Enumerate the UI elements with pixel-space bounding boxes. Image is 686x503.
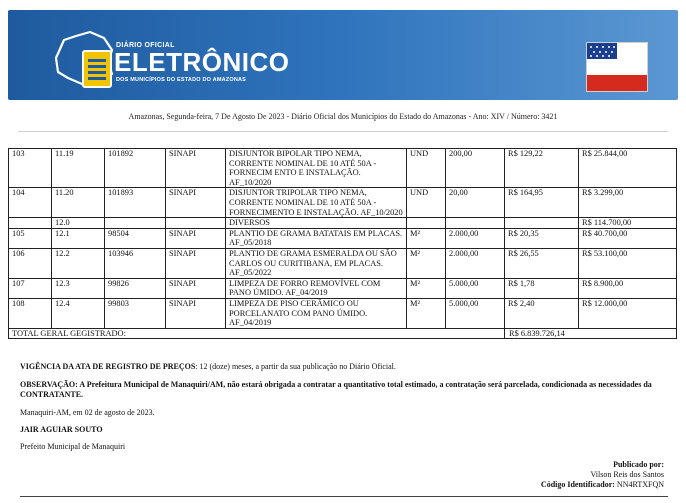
price-source: SINAPI [166, 278, 226, 298]
unit: UND [407, 188, 446, 218]
price-source: SINAPI [166, 188, 226, 218]
row-number: 108 [9, 298, 52, 328]
brand-top-text: DIÁRIO OFICIAL [116, 42, 175, 49]
item-description: DISJUNTOR TRIPOLAR TIPO NEMA, CORRENTE NOMINAL DE 10 ATÉ 50A - FORNECIMENTO E INSTALAÇÃO. AF_10/2020 [226, 188, 407, 218]
published-by-label: Publicado por: [613, 460, 664, 469]
item-number: 12.3 [52, 278, 105, 298]
item-description: DISJUNTOR BIPOLAR TIPO NEMA, CORRENTE NOMINAL DE 10 ATÉ 50A - FORNECIM ENTO E INSTALAÇÃO. AF_10/2020 [226, 149, 407, 188]
publisher-name: Vilson Reis dos Santos [590, 470, 664, 479]
price-source [166, 218, 226, 229]
unit: M² [407, 298, 446, 328]
price-source: SINAPI [166, 248, 226, 278]
line-total: R$ 8.900,00 [579, 278, 677, 298]
unit: M² [407, 228, 446, 248]
amazonas-flag-icon [586, 42, 648, 92]
price-source: SINAPI [166, 149, 226, 188]
item-number: 12.2 [52, 248, 105, 278]
item-code: 99803 [105, 298, 166, 328]
unit-price: R$ 164,95 [505, 188, 579, 218]
row-number: 107 [9, 278, 52, 298]
quantity: 200,00 [446, 149, 505, 188]
item-description: LIMPEZA DE FORRO REMOVÍVEL COM PANO ÚMIDO. AF_04/2019 [226, 278, 407, 298]
row-number: 104 [9, 188, 52, 218]
item-number: 11.19 [52, 149, 105, 188]
item-code: 98504 [105, 228, 166, 248]
unit-price: R$ 20,35 [505, 228, 579, 248]
unit-price: R$ 26,55 [505, 248, 579, 278]
brand-subtitle: DOS MUNICÍPIOS DO ESTADO DO AMAZONAS [116, 77, 247, 83]
line-total: R$ 114.700,00 [579, 218, 677, 229]
header-banner [8, 10, 678, 100]
total-row [9, 328, 677, 339]
table-row [9, 248, 677, 278]
item-number: 12.4 [52, 298, 105, 328]
unit-price: R$ 129,22 [505, 149, 579, 188]
section-row [9, 218, 677, 229]
line-total: R$ 40.700,00 [579, 228, 677, 248]
item-description: DIVERSOS [226, 218, 407, 229]
item-description: LIMPEZA DE PISO CERÂMICO OU PORCELANATO COM PANO ÚMIDO. AF_04/2019 [226, 298, 407, 328]
edition-headline: Amazonas, Segunda-feira, 7 De Agosto De 2023 - Diário Oficial dos Municípios do Estado do Amazonas - Ano: XIV / Número: 3421 [128, 112, 558, 121]
observacao-paragraph: OBSERVAÇÃO: A Prefeitura Municipal de Manaquiri/AM, não estará obrigada a contratar a quantitativo total estimado, a contratação será parcelada, condicionada as necessidades da CONTRATANTE. [20, 380, 652, 399]
item-number: 12.1 [52, 228, 105, 248]
quantity: 20,00 [446, 188, 505, 218]
row-number: 105 [9, 228, 52, 248]
table-row [9, 278, 677, 298]
price-source: SINAPI [166, 298, 226, 328]
line-total: R$ 12.000,00 [579, 298, 677, 328]
quantity: 5.000,00 [446, 298, 505, 328]
unit-price [505, 218, 579, 229]
header-divider [18, 131, 668, 132]
quantity: 2.000,00 [446, 228, 505, 248]
unit: M² [407, 248, 446, 278]
place-date: Manaquiri-AM, em 02 de agosto de 2023. [20, 408, 155, 417]
item-code: 101892 [105, 149, 166, 188]
price-source: SINAPI [166, 228, 226, 248]
total-label: TOTAL GERAL GEGISTRADO: [9, 328, 505, 339]
item-code: 99826 [105, 278, 166, 298]
brand-title: ELETRÔNICO [114, 47, 290, 77]
signer-name: JAIR AGUIAR SOUTO [20, 425, 103, 434]
unit: M² [407, 278, 446, 298]
footer-divider [20, 496, 668, 497]
identifier-code: NN4RTXFQN [616, 480, 664, 489]
item-number: 12.0 [52, 218, 105, 229]
unit-price: R$ 1,78 [505, 278, 579, 298]
vigencia-text: : 12 (doze) meses, a partir da sua publicação no Diário Oficial. [195, 362, 396, 371]
total-value: R$ 6.839.726,14 [505, 328, 677, 339]
item-code [105, 218, 166, 229]
row-number [9, 218, 52, 229]
table-row [9, 228, 677, 248]
table-row [9, 188, 677, 218]
table-row [9, 298, 677, 328]
line-total: R$ 25.844,00 [579, 149, 677, 188]
line-total: R$ 53.100,00 [579, 248, 677, 278]
item-code: 103946 [105, 248, 166, 278]
table-row [9, 149, 677, 188]
identifier-line [541, 480, 664, 490]
vigencia-label: VIGÊNCIA DA ATA DE REGISTRO DE PREÇOS [20, 362, 196, 371]
item-description: PLANTIO DE GRAMA BATATAIS EM PLACAS. AF_05/2018 [226, 228, 407, 248]
item-description: PLANTIO DE GRAMA ESMERALDA OU SÃO CARLOS OU CURITIBANA, EM PLACAS. AF_05/2022 [226, 248, 407, 278]
row-number: 103 [9, 149, 52, 188]
signer-role: Prefeito Municipal de Manaquiri [20, 442, 126, 451]
item-number: 11.20 [52, 188, 105, 218]
document-icon [82, 50, 112, 88]
unit [407, 218, 446, 229]
quantity: 2.000,00 [446, 248, 505, 278]
identifier-label: Código Identificador: [540, 480, 615, 489]
line-total: R$ 3.299,00 [579, 188, 677, 218]
unit: UND [407, 149, 446, 188]
items-table [8, 148, 677, 339]
row-number: 106 [9, 248, 52, 278]
quantity [446, 218, 505, 229]
unit-price: R$ 2,40 [505, 298, 579, 328]
vigencia-paragraph [20, 362, 670, 372]
item-code: 101893 [105, 188, 166, 218]
quantity: 5.000,00 [446, 278, 505, 298]
